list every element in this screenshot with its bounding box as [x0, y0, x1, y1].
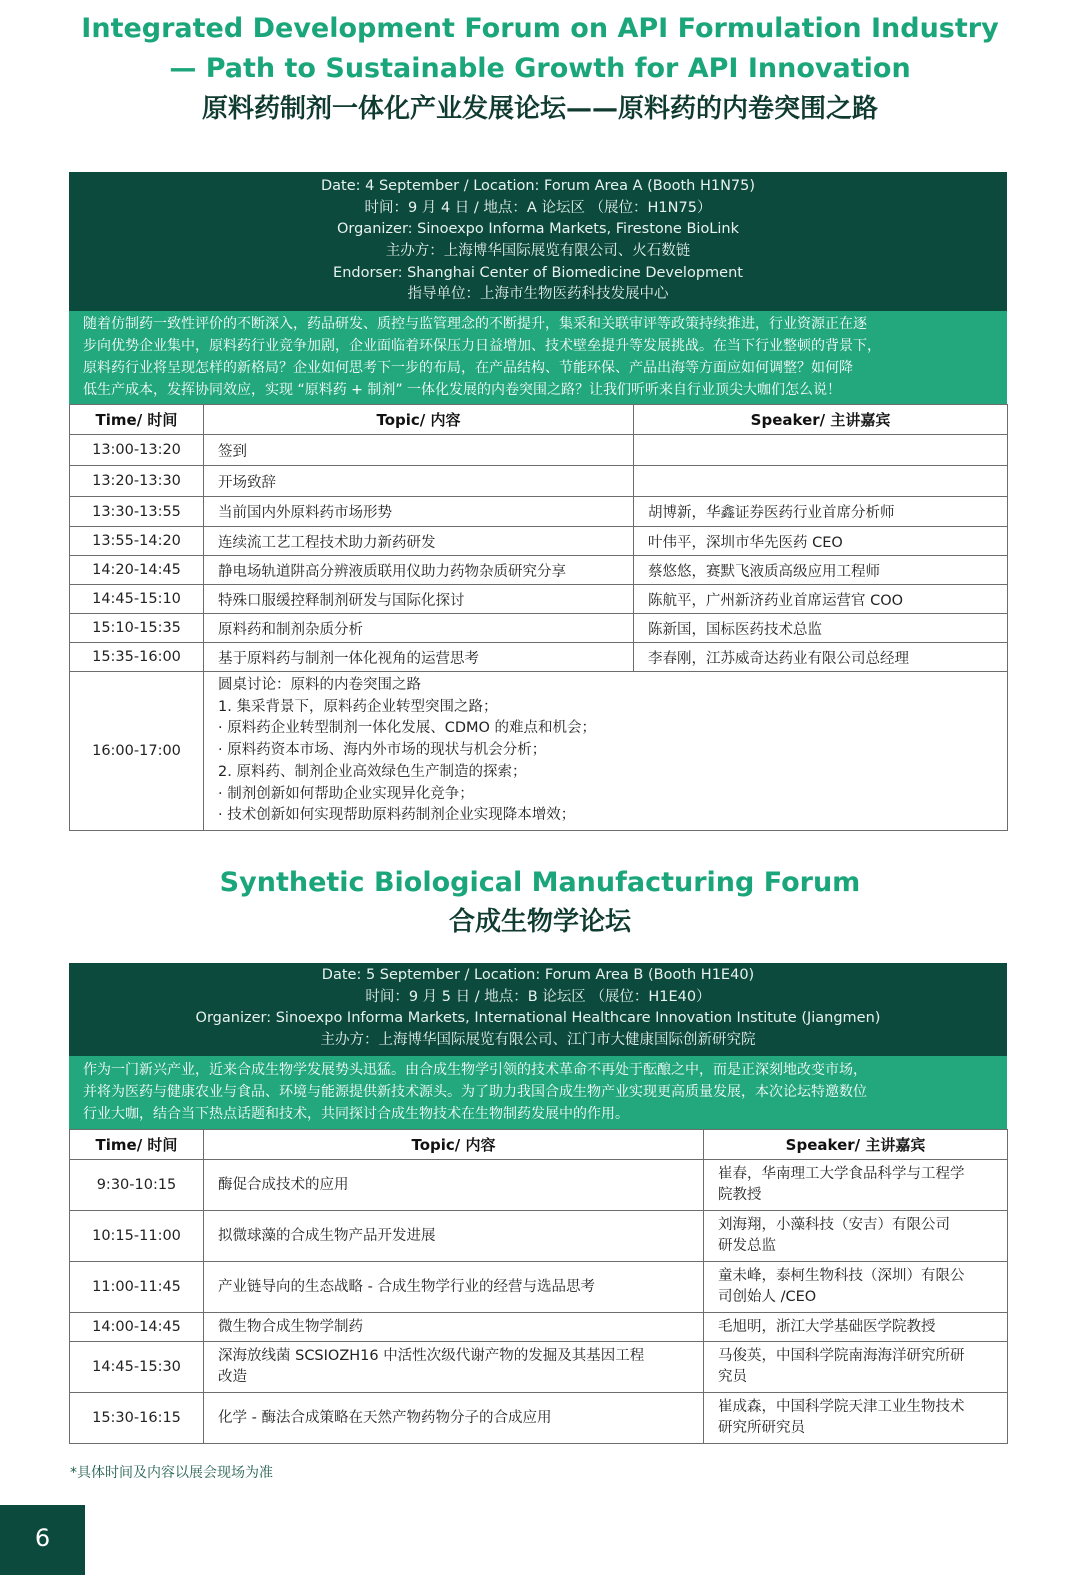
table-row — [70, 1393, 1008, 1444]
forum2-info-line: Organizer: Sinoexpo Informa Markets, International Healthcare Innovation Institute (Jiangmen) — [195, 1010, 881, 1027]
footnote: *具体时间及内容以展会现场为准 — [70, 1465, 273, 1481]
time-cell: 14:20-14:45 — [70, 556, 204, 585]
forum1-info-line: 指导单位：上海市生物医药科技发展中心 — [407, 286, 669, 303]
topic-cell: 基于原料药与制剂一体化视角的运营思考 — [204, 643, 634, 672]
forum1-intro-line: 原料药行业将呈现怎样的新格局？企业如何思考下一步的布局，在产品结构、节能环保、产品出海等方面应如何调整？如何降 — [83, 360, 853, 376]
panel-line: · 技术创新如何实现帮助原料药制剂企业实现降本增效； — [218, 807, 576, 824]
topic-line: 拟微球藻的合成生物产品开发进展 — [218, 1227, 436, 1244]
topic-column-header: Topic/ 内容 — [204, 405, 634, 435]
topic-line: 改造 — [218, 1369, 247, 1385]
time-cell: 13:20-13:30 — [70, 466, 204, 497]
time-cell: 13:30-13:55 — [70, 497, 204, 527]
topic-line: 酶促合成技术的应用 — [218, 1176, 349, 1193]
table-row — [70, 527, 1008, 556]
forum1-info-header — [69, 172, 1007, 311]
forum2-intro-line: 并将为医药与健康农业与食品、环境与能源提供新技术源头。为了助力我国合成生物产业实现更高质量发展，本次论坛特邀数位 — [83, 1084, 867, 1100]
topic-cell: 连续流工艺工程技术助力新药研发 — [204, 527, 634, 556]
speaker-line: 院教授 — [718, 1187, 762, 1203]
speaker-line: 研究所研究员 — [718, 1420, 805, 1436]
table-row — [70, 466, 1008, 497]
table-row — [70, 435, 1008, 466]
topic-cell — [204, 1160, 704, 1211]
forum1-intro-line: 随着仿制药一致性评价的不断深入，药品研发、质控与监管理念的不断提升，集采和关联审评等政策持续推进，行业资源正在逐 — [83, 316, 867, 332]
time-cell: 14:45-15:30 — [70, 1342, 204, 1393]
forum1-info-line: Organizer: Sinoexpo Informa Markets, Firestone BioLink — [336, 221, 740, 238]
table-row — [70, 614, 1008, 643]
table-row — [70, 1313, 1008, 1342]
topic-line: 化学 - 酶法合成策略在天然产物药物分子的合成应用 — [218, 1409, 552, 1426]
table-row — [70, 1160, 1008, 1211]
speaker-cell: 胡博新，华鑫证券医药行业首席分析师 — [634, 497, 1008, 527]
forum2-info-line: 时间：9 月 5 日 / 地点：B 论坛区 （展位：H1E40） — [365, 988, 711, 1005]
speaker-line: 司创始人 /CEO — [718, 1289, 817, 1305]
topic-cell: 签到 — [204, 435, 634, 466]
time-cell: 16:00-17:00 — [70, 672, 204, 831]
speaker-line: 刘海翔，小藻科技（安吉）有限公司 — [718, 1217, 950, 1233]
topic-column-header: Topic/ 内容 — [204, 1130, 704, 1160]
table-row — [70, 1342, 1008, 1393]
forum2-title-cn: 合成生物学论坛 — [448, 907, 631, 937]
panel-discussion-cell — [204, 672, 1008, 831]
speaker-cell — [704, 1262, 1008, 1313]
speaker-cell — [704, 1342, 1008, 1393]
speaker-cell — [704, 1211, 1008, 1262]
speaker-line: 究员 — [718, 1369, 747, 1385]
table-row — [70, 497, 1008, 527]
time-cell: 14:00-14:45 — [70, 1313, 204, 1342]
speaker-column-header: Speaker/ 主讲嘉宾 — [704, 1130, 1008, 1160]
topic-line: 深海放线菌 SCSIOZH16 中活性次级代谢产物的发掘及其基因工程 — [218, 1348, 645, 1364]
topic-cell — [204, 1211, 704, 1262]
forum1-info-line: 时间：9 月 4 日 / 地点：A 论坛区 （展位：H1N75） — [364, 199, 712, 216]
table-row — [70, 1262, 1008, 1313]
forum2-intro-line: 行业大咖，结合当下热点话题和技术，共同探讨合成生物技术在生物制药发展中的作用。 — [83, 1106, 629, 1122]
table-row-panel — [70, 672, 1008, 831]
forum2-schedule-table — [69, 1129, 1008, 1444]
forum2-info-line: Date: 5 September / Location: Forum Area B (Booth H1E40) — [321, 967, 755, 983]
forum1-schedule-table — [69, 404, 1008, 831]
time-cell: 15:10-15:35 — [70, 614, 204, 643]
forum2-info-line: 主办方：上海博华国际展览有限公司、江门市大健康国际创新研究院 — [320, 1032, 756, 1049]
topic-cell — [204, 1342, 704, 1393]
topic-cell: 开场致辞 — [204, 466, 634, 497]
speaker-cell — [634, 466, 1008, 497]
speaker-line: 研发总监 — [718, 1238, 776, 1254]
forum2-block — [69, 963, 1007, 1444]
speaker-line: 马俊英，中国科学院南海海洋研究所研 — [718, 1348, 965, 1364]
panel-line: 1. 集采背景下，原料药企业转型突围之路； — [218, 698, 498, 715]
speaker-line: 崔成森，中国科学院天津工业生物技术 — [718, 1399, 965, 1415]
topic-cell: 静电场轨道阱高分辨液质联用仪助力药物杂质研究分享 — [204, 556, 634, 585]
panel-line: · 原料药企业转型制剂一体化发展、CDMO 的难点和机会； — [218, 720, 597, 737]
time-cell: 15:35-16:00 — [70, 643, 204, 672]
forum1-info-line: Endorser: Shanghai Center of Biomedicine Development — [333, 264, 743, 281]
time-cell: 11:00-11:45 — [70, 1262, 204, 1313]
panel-line: 2. 原料药、制剂企业高效绿色生产制造的探索； — [218, 763, 527, 780]
speaker-cell — [634, 435, 1008, 466]
topic-cell: 原料药和制剂杂质分析 — [204, 614, 634, 643]
panel-line: 圆桌讨论：原料的内卷突围之路 — [218, 677, 421, 693]
table-row — [70, 1211, 1008, 1262]
time-cell: 9:30-10:15 — [70, 1160, 204, 1211]
time-cell: 10:15-11:00 — [70, 1211, 204, 1262]
topic-cell — [204, 1313, 704, 1342]
panel-line: · 原料药资本市场、海内外市场的现状与机会分析； — [218, 742, 547, 759]
forum1-intro-line: 低生产成本，发挥协同效应，实现 “原料药 + 制剂” 一体化发展的内卷突围之路？让我们听听来自行业顶尖大咖们怎么说！ — [83, 382, 842, 398]
forum1-title-cn: 原料药制剂一体化产业发展论坛——原料药的内卷突围之路 — [201, 94, 878, 124]
speaker-cell: 李春刚，江苏威奇达药业有限公司总经理 — [634, 643, 1008, 672]
topic-cell — [204, 1393, 704, 1444]
table-row — [70, 643, 1008, 672]
speaker-cell: 陈新国，国标医药技术总监 — [634, 614, 1008, 643]
topic-cell — [204, 1262, 704, 1313]
page-number: 6 — [0, 1505, 85, 1575]
speaker-cell: 陈航平，广州新济药业首席运营官 COO — [634, 585, 1008, 614]
time-cell: 15:30-16:15 — [70, 1393, 204, 1444]
forum2-title-en: Synthetic Biological Manufacturing Forum — [219, 867, 861, 898]
table-header-row — [70, 1130, 1008, 1160]
speaker-line: 崔春，华南理工大学食品科学与工程学 — [718, 1166, 965, 1182]
table-row — [70, 556, 1008, 585]
forum2-intro — [69, 1056, 1007, 1129]
speaker-cell — [704, 1393, 1008, 1444]
speaker-cell: 蔡悠悠，赛默飞液质高级应用工程师 — [634, 556, 1008, 585]
forum1-intro — [69, 311, 1007, 404]
forum1-title-en-line1: Integrated Development Forum on API Formulation Industry — [81, 13, 999, 44]
forum1-intro-line: 步向优势企业集中，原料药行业竞争加剧，企业面临着环保压力日益增加、技术壁垒提升等发展挑战。在当下行业整顿的背景下， — [83, 338, 881, 354]
topic-cell: 当前国内外原料药市场形势 — [204, 497, 634, 527]
panel-line: · 制剂创新如何帮助企业实现异化竞争； — [218, 785, 474, 802]
time-cell: 13:00-13:20 — [70, 435, 204, 466]
time-column-header: Time/ 时间 — [70, 1130, 204, 1160]
speaker-column-header: Speaker/ 主讲嘉宾 — [634, 405, 1008, 435]
topic-cell: 特殊口服缓控释制剂研发与国际化探讨 — [204, 585, 634, 614]
topic-line: 微生物合成生物学制药 — [218, 1318, 363, 1335]
forum1-info-line: 主办方：上海博华国际展览有限公司、火石数链 — [385, 243, 691, 260]
time-cell: 14:45-15:10 — [70, 585, 204, 614]
forum2-info-header — [69, 963, 1007, 1056]
time-cell: 13:55-14:20 — [70, 527, 204, 556]
table-header-row — [70, 405, 1008, 435]
forum1-info-line: Date: 4 September / Location: Forum Area A (Booth H1N75) — [320, 178, 756, 194]
table-row — [70, 585, 1008, 614]
forum2-intro-line: 作为一门新兴产业，近来合成生物学发展势头迅猛。由合成生物学引领的技术革命不再处于酝酿之中，而是正深刻地改变市场， — [83, 1062, 867, 1078]
speaker-cell — [704, 1313, 1008, 1342]
speaker-cell — [704, 1160, 1008, 1211]
speaker-cell: 叶伟平，深圳市华先医药 CEO — [634, 527, 1008, 556]
forum1-block — [69, 172, 1007, 831]
topic-line: 产业链导向的生态战略 - 合成生物学行业的经营与选品思考 — [218, 1278, 595, 1295]
time-column-header: Time/ 时间 — [70, 405, 204, 435]
forum1-title-en-line2: — Path to Sustainable Growth for API Innovation — [169, 53, 911, 84]
speaker-line: 毛旭明，浙江大学基础医学院教授 — [718, 1318, 936, 1335]
speaker-line: 童未峰，泰柯生物科技（深圳）有限公 — [718, 1268, 965, 1284]
